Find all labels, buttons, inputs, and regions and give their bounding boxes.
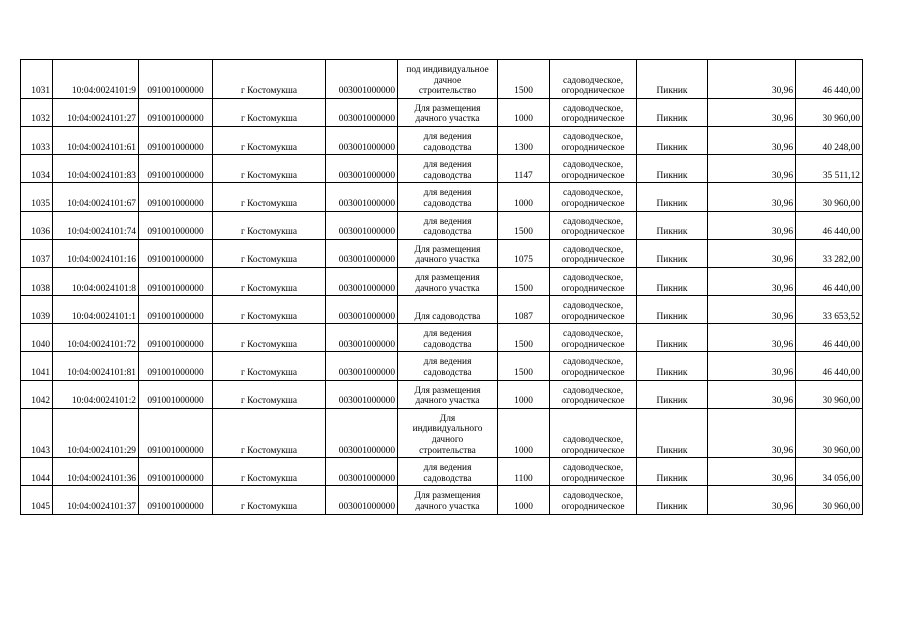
- table-row: [21, 458, 863, 486]
- plot-category-line: огородническое: [561, 198, 625, 209]
- cadastral-value: 33 653,52: [796, 296, 863, 324]
- area-code: 003001000000: [326, 126, 398, 154]
- cadastral-number: 10:04:0024101:74: [53, 211, 139, 239]
- plot-category-line: садоводческое,: [562, 357, 624, 368]
- city-name: г Костомукша: [213, 211, 326, 239]
- permitted-use-line: дачного участка: [415, 255, 480, 266]
- row-number: 1044: [21, 458, 53, 486]
- locality-name: Пикник: [637, 211, 708, 239]
- area-code: 003001000000: [326, 324, 398, 352]
- cadastral-rate: 30,96: [708, 211, 796, 239]
- cadastral-rate: 30,96: [708, 98, 796, 126]
- table-row: [21, 380, 863, 408]
- city-name: г Костомукша: [213, 98, 326, 126]
- plot-area: 1000: [498, 98, 550, 126]
- permitted-use: [398, 126, 498, 154]
- area-code: 003001000000: [326, 155, 398, 183]
- locality-name: Пикник: [637, 60, 708, 99]
- table-row: [21, 126, 863, 154]
- city-name: г Костомукша: [213, 60, 326, 99]
- permitted-use-line: дачного участка: [415, 502, 480, 513]
- oktmo-code: 091001000000: [139, 380, 213, 408]
- plot-category-line: садоводческое,: [562, 131, 624, 142]
- plot-category-line: садоводческое,: [562, 103, 624, 114]
- plot-category-line: садоводческое,: [562, 385, 624, 396]
- plot-area: 1000: [498, 380, 550, 408]
- permitted-use: [398, 380, 498, 408]
- plot-category-line: садоводческое,: [562, 188, 624, 199]
- plot-category-line: огородническое: [561, 396, 625, 407]
- permitted-use: [398, 352, 498, 380]
- cadastral-rate: 30,96: [708, 458, 796, 486]
- plot-category: [550, 352, 637, 380]
- plot-area: 1075: [498, 239, 550, 267]
- cadastral-rate: 30,96: [708, 60, 796, 99]
- plot-area: 1500: [498, 352, 550, 380]
- row-number: 1032: [21, 98, 53, 126]
- row-number: 1038: [21, 267, 53, 295]
- permitted-use-line: садоводства: [423, 142, 472, 153]
- cadastral-number: 10:04:0024101:1: [53, 296, 139, 324]
- table-body: [21, 60, 863, 515]
- area-code: 003001000000: [326, 296, 398, 324]
- row-number: 1033: [21, 126, 53, 154]
- permitted-use-line: садоводства: [423, 368, 472, 379]
- permitted-use-line: индивидуального: [412, 424, 483, 435]
- city-name: г Костомукша: [213, 458, 326, 486]
- oktmo-code: 091001000000: [139, 98, 213, 126]
- locality-name: Пикник: [637, 155, 708, 183]
- cadastral-value: 46 440,00: [796, 352, 863, 380]
- cadastral-rate: 30,96: [708, 352, 796, 380]
- plot-category: [550, 239, 637, 267]
- cadastral-number: 10:04:0024101:81: [53, 352, 139, 380]
- permitted-use-line: под индивидуальное: [406, 65, 489, 76]
- cadastral-rate: 30,96: [708, 380, 796, 408]
- plot-category: [550, 324, 637, 352]
- plot-area: 1147: [498, 155, 550, 183]
- area-code: 003001000000: [326, 98, 398, 126]
- permitted-use-line: для ведения: [423, 160, 472, 171]
- plot-category-line: огородническое: [561, 255, 625, 266]
- permitted-use: [398, 324, 498, 352]
- permitted-use-line: садоводства: [423, 473, 472, 484]
- row-number: 1040: [21, 324, 53, 352]
- cadastral-value: 30 960,00: [796, 183, 863, 211]
- oktmo-code: 091001000000: [139, 267, 213, 295]
- cadastral-rate: 30,96: [708, 408, 796, 457]
- plot-category-line: садоводческое,: [562, 301, 624, 312]
- permitted-use: [398, 211, 498, 239]
- plot-category-line: садоводческое,: [562, 216, 624, 227]
- plot-area: 1100: [498, 458, 550, 486]
- permitted-use: [398, 98, 498, 126]
- table-row: [21, 352, 863, 380]
- permitted-use-line: дачного: [431, 435, 464, 446]
- cadastral-rate: 30,96: [708, 296, 796, 324]
- oktmo-code: 091001000000: [139, 239, 213, 267]
- cadastral-number: 10:04:0024101:67: [53, 183, 139, 211]
- oktmo-code: 091001000000: [139, 60, 213, 99]
- plot-area: 1500: [498, 211, 550, 239]
- area-code: 003001000000: [326, 183, 398, 211]
- locality-name: Пикник: [637, 324, 708, 352]
- plot-area: 1500: [498, 324, 550, 352]
- plot-category-line: огородническое: [561, 311, 625, 322]
- plot-category: [550, 183, 637, 211]
- permitted-use-line: для ведения: [423, 131, 472, 142]
- plot-category-line: огородническое: [561, 170, 625, 181]
- oktmo-code: 091001000000: [139, 408, 213, 457]
- table-row: [21, 324, 863, 352]
- cadastral-number: 10:04:0024101:16: [53, 239, 139, 267]
- locality-name: Пикник: [637, 486, 708, 514]
- permitted-use: [398, 486, 498, 514]
- plot-category-line: огородническое: [561, 339, 625, 350]
- plot-category-line: огородническое: [561, 86, 625, 97]
- cadastral-rate: 30,96: [708, 486, 796, 514]
- permitted-use-line: Для садоводства: [414, 311, 481, 322]
- locality-name: Пикник: [637, 458, 708, 486]
- cadastral-value: 34 056,00: [796, 458, 863, 486]
- row-number: 1036: [21, 211, 53, 239]
- permitted-use: [398, 408, 498, 457]
- cadastral-value: 30 960,00: [796, 380, 863, 408]
- permitted-use: [398, 60, 498, 99]
- plot-area: 1000: [498, 486, 550, 514]
- area-code: 003001000000: [326, 352, 398, 380]
- oktmo-code: 091001000000: [139, 126, 213, 154]
- plot-category: [550, 296, 637, 324]
- plot-category-line: садоводческое,: [562, 491, 624, 502]
- row-number: 1042: [21, 380, 53, 408]
- oktmo-code: 091001000000: [139, 352, 213, 380]
- table-row: [21, 60, 863, 99]
- cadastral-number: 10:04:0024101:83: [53, 155, 139, 183]
- cadastral-value: 46 440,00: [796, 60, 863, 99]
- plot-category: [550, 98, 637, 126]
- locality-name: Пикник: [637, 352, 708, 380]
- permitted-use-line: садоводства: [423, 170, 472, 181]
- oktmo-code: 091001000000: [139, 324, 213, 352]
- locality-name: Пикник: [637, 126, 708, 154]
- permitted-use-line: для размещения: [415, 272, 480, 283]
- plot-area: 1500: [498, 267, 550, 295]
- plot-category: [550, 60, 637, 99]
- permitted-use-line: дачного участка: [415, 283, 480, 294]
- plot-category-line: садоводческое,: [562, 75, 624, 86]
- plot-category-line: садоводческое,: [562, 272, 624, 283]
- cadastral-value: 35 511,12: [796, 155, 863, 183]
- cadastral-value: 30 960,00: [796, 98, 863, 126]
- cadastral-number: 10:04:0024101:61: [53, 126, 139, 154]
- plot-category: [550, 458, 637, 486]
- table-row: [21, 296, 863, 324]
- plot-area: 1000: [498, 183, 550, 211]
- permitted-use-line: Для: [439, 413, 456, 424]
- plot-category-line: огородническое: [561, 283, 625, 294]
- plot-category-line: огородническое: [561, 368, 625, 379]
- cadastral-rate: 30,96: [708, 267, 796, 295]
- table-row: [21, 183, 863, 211]
- plot-category-line: садоводческое,: [562, 435, 624, 446]
- permitted-use-line: дачного участка: [415, 114, 480, 125]
- cadastral-number: 10:04:0024101:2: [53, 380, 139, 408]
- permitted-use-line: строительства: [419, 445, 476, 456]
- cadastral-rate: 30,96: [708, 324, 796, 352]
- oktmo-code: 091001000000: [139, 211, 213, 239]
- plot-area: 1300: [498, 126, 550, 154]
- land-plot-table: [20, 59, 863, 515]
- permitted-use-line: для ведения: [423, 463, 472, 474]
- cadastral-value: 30 960,00: [796, 408, 863, 457]
- cadastral-number: 10:04:0024101:36: [53, 458, 139, 486]
- locality-name: Пикник: [637, 408, 708, 457]
- locality-name: Пикник: [637, 380, 708, 408]
- area-code: 003001000000: [326, 211, 398, 239]
- permitted-use: [398, 267, 498, 295]
- cadastral-value: 46 440,00: [796, 211, 863, 239]
- row-number: 1031: [21, 60, 53, 99]
- table-row: [21, 98, 863, 126]
- plot-category: [550, 486, 637, 514]
- oktmo-code: 091001000000: [139, 155, 213, 183]
- row-number: 1043: [21, 408, 53, 457]
- permitted-use-line: для ведения: [423, 357, 472, 368]
- plot-category: [550, 211, 637, 239]
- cadastral-rate: 30,96: [708, 183, 796, 211]
- row-number: 1039: [21, 296, 53, 324]
- oktmo-code: 091001000000: [139, 296, 213, 324]
- cadastral-rate: 30,96: [708, 239, 796, 267]
- cadastral-number: 10:04:0024101:9: [53, 60, 139, 99]
- city-name: г Костомукша: [213, 296, 326, 324]
- permitted-use-line: Для размещения: [414, 244, 481, 255]
- row-number: 1045: [21, 486, 53, 514]
- permitted-use-line: Для размещения: [414, 103, 481, 114]
- cadastral-number: 10:04:0024101:27: [53, 98, 139, 126]
- plot-area: 1500: [498, 60, 550, 99]
- city-name: г Костомукша: [213, 408, 326, 457]
- city-name: г Костомукша: [213, 239, 326, 267]
- oktmo-code: 091001000000: [139, 183, 213, 211]
- plot-category: [550, 408, 637, 457]
- area-code: 003001000000: [326, 458, 398, 486]
- permitted-use-line: для ведения: [423, 216, 472, 227]
- permitted-use-line: Для размещения: [414, 385, 481, 396]
- plot-category: [550, 126, 637, 154]
- permitted-use-line: для ведения: [423, 188, 472, 199]
- city-name: г Костомукша: [213, 380, 326, 408]
- permitted-use-line: садоводства: [423, 339, 472, 350]
- cadastral-value: 46 440,00: [796, 324, 863, 352]
- oktmo-code: 091001000000: [139, 486, 213, 514]
- permitted-use-line: Для размещения: [414, 491, 481, 502]
- plot-area: 1087: [498, 296, 550, 324]
- city-name: г Костомукша: [213, 126, 326, 154]
- permitted-use: [398, 183, 498, 211]
- plot-category-line: садоводческое,: [562, 329, 624, 340]
- cadastral-number: 10:04:0024101:37: [53, 486, 139, 514]
- city-name: г Костомукша: [213, 267, 326, 295]
- plot-category-line: садоводческое,: [562, 463, 624, 474]
- plot-category: [550, 267, 637, 295]
- cadastral-value: 30 960,00: [796, 486, 863, 514]
- table-row: [21, 155, 863, 183]
- plot-category-line: огородническое: [561, 502, 625, 513]
- table-row: [21, 267, 863, 295]
- area-code: 003001000000: [326, 60, 398, 99]
- cadastral-value: 46 440,00: [796, 267, 863, 295]
- permitted-use: [398, 155, 498, 183]
- permitted-use-line: строительство: [418, 86, 477, 97]
- area-code: 003001000000: [326, 380, 398, 408]
- cadastral-value: 33 282,00: [796, 239, 863, 267]
- plot-category-line: огородническое: [561, 473, 625, 484]
- permitted-use-line: садоводства: [423, 198, 472, 209]
- cadastral-value: 40 248,00: [796, 126, 863, 154]
- table-row: [21, 239, 863, 267]
- oktmo-code: 091001000000: [139, 458, 213, 486]
- table-row: [21, 486, 863, 514]
- locality-name: Пикник: [637, 183, 708, 211]
- plot-category-line: огородническое: [561, 142, 625, 153]
- cadastral-number: 10:04:0024101:8: [53, 267, 139, 295]
- area-code: 003001000000: [326, 408, 398, 457]
- cadastral-rate: 30,96: [708, 126, 796, 154]
- area-code: 003001000000: [326, 486, 398, 514]
- plot-category: [550, 380, 637, 408]
- permitted-use-line: для ведения: [423, 329, 472, 340]
- city-name: г Костомукша: [213, 183, 326, 211]
- plot-area: 1000: [498, 408, 550, 457]
- cadastral-number: 10:04:0024101:72: [53, 324, 139, 352]
- row-number: 1037: [21, 239, 53, 267]
- city-name: г Костомукша: [213, 324, 326, 352]
- area-code: 003001000000: [326, 239, 398, 267]
- plot-category-line: огородническое: [561, 227, 625, 238]
- table-row: [21, 408, 863, 457]
- area-code: 003001000000: [326, 267, 398, 295]
- permitted-use-line: дачное: [433, 75, 462, 86]
- locality-name: Пикник: [637, 239, 708, 267]
- table-row: [21, 211, 863, 239]
- locality-name: Пикник: [637, 267, 708, 295]
- permitted-use-line: дачного участка: [415, 396, 480, 407]
- plot-category-line: садоводческое,: [562, 244, 624, 255]
- cadastral-rate: 30,96: [708, 155, 796, 183]
- permitted-use: [398, 458, 498, 486]
- city-name: г Костомукша: [213, 155, 326, 183]
- plot-category-line: садоводческое,: [562, 160, 624, 171]
- row-number: 1034: [21, 155, 53, 183]
- city-name: г Костомукша: [213, 352, 326, 380]
- permitted-use: [398, 296, 498, 324]
- permitted-use-line: садоводства: [423, 227, 472, 238]
- city-name: г Костомукша: [213, 486, 326, 514]
- row-number: 1041: [21, 352, 53, 380]
- locality-name: Пикник: [637, 98, 708, 126]
- plot-category: [550, 155, 637, 183]
- plot-category-line: огородническое: [561, 114, 625, 125]
- cadastral-number: 10:04:0024101:29: [53, 408, 139, 457]
- permitted-use: [398, 239, 498, 267]
- row-number: 1035: [21, 183, 53, 211]
- locality-name: Пикник: [637, 296, 708, 324]
- plot-category-line: огородническое: [561, 445, 625, 456]
